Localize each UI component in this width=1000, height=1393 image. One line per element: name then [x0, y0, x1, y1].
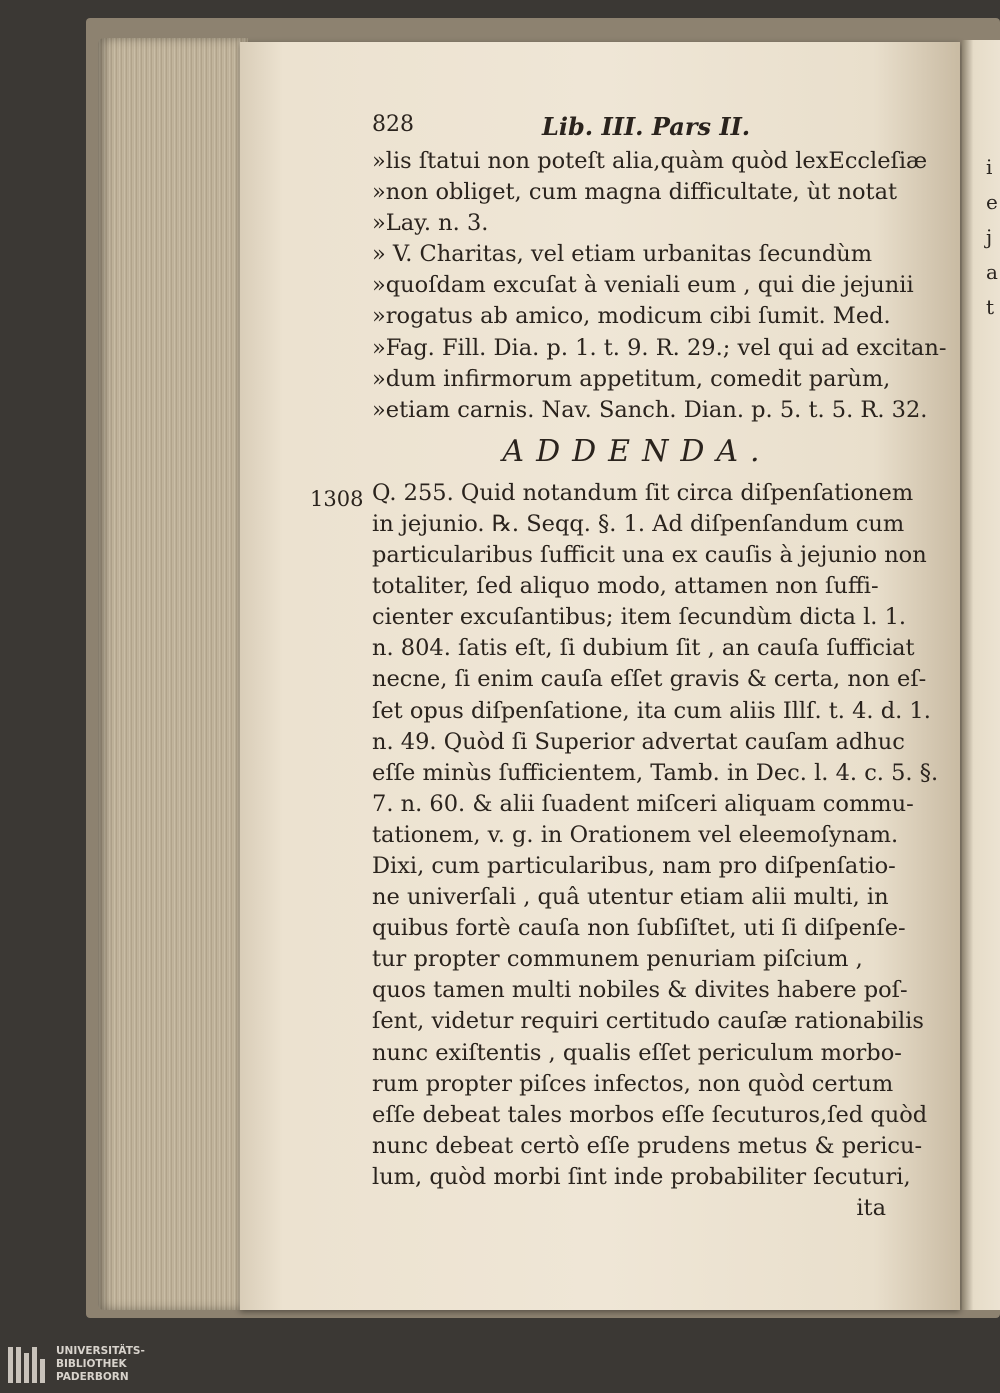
- text-line: totaliter, ſed aliquo modo, attamen non ſuffi-: [372, 573, 879, 600]
- text-line: »non obliget, cum magna difficultate, ùt notat: [372, 179, 898, 206]
- text-line: eſſe debeat tales morbos eſſe ſecuturos,ſed quòd: [372, 1101, 928, 1128]
- text-line: »Lay. n. 3.: [372, 210, 489, 237]
- facing-page-letter: i: [986, 155, 993, 179]
- library-logo-text: [56, 1345, 145, 1384]
- text-column: [372, 112, 947, 1224]
- text-line: »Fag. Fill. Dia. p. 1. t. 9. R. 29.; vel qui ad excitan-: [372, 334, 947, 361]
- text-line: n. 49. Quòd ſi Superior advertat cauſam adhuc: [372, 728, 905, 755]
- library-logo: [6, 1345, 146, 1385]
- catchword: ita: [856, 1195, 886, 1221]
- logo-text-line: BIBLIOTHEK: [56, 1358, 127, 1370]
- text-block-after: [372, 478, 939, 1193]
- text-block-before: [372, 146, 947, 426]
- text-line: ſet opus diſpenſatione, ita cum aliis Illſ. t. 4. d. 1.: [372, 697, 931, 724]
- text-line: »quoſdam excuſat à veniali eum , qui die jejunii: [372, 272, 914, 299]
- text-line: ſent, videtur requiri certitudo cauſæ rationabilis: [372, 1008, 924, 1035]
- text-line: quos tamen multi nobiles & divites habere poſ-: [372, 977, 908, 1004]
- running-head: [372, 112, 912, 146]
- facing-page-letter: t: [986, 295, 995, 319]
- section-heading: ADDENDA.: [502, 433, 772, 469]
- text-line: rum propter piſces infectos, non quòd certum: [372, 1070, 894, 1097]
- page-edges: [98, 38, 248, 1310]
- logo-text-line: UNIVERSITÄTS-: [56, 1345, 145, 1357]
- text-line: nunc exiſtentis , qualis eſſet periculum morbo-: [372, 1039, 902, 1066]
- text-line: necne, ſi enim cauſa eſſet gravis & certa, non eſ-: [372, 666, 927, 693]
- text-line: » V. Charitas, vel etiam urbanitas ſecundùm: [372, 241, 873, 268]
- text-line: Q. 255. Quid notandum ſit circa diſpenſationem: [372, 479, 914, 506]
- text-line: Dixi, cum particularibus, nam pro diſpenſatio-: [372, 852, 896, 879]
- text-line: »rogatus ab amico, modicum cibi ſumit. Med.: [372, 303, 891, 330]
- text-line: nunc debeat certò eſſe prudens metus & pericu-: [372, 1132, 923, 1159]
- facing-page-letter: j: [986, 225, 993, 249]
- facing-page-letters: [986, 150, 1000, 325]
- facing-page-letter: a: [986, 260, 998, 284]
- text-line: »lis ſtatui non poteſt alia,quàm quòd lexEccleſiæ: [372, 148, 928, 174]
- text-line: ne univerſali , quâ utentur etiam alii multi, in: [372, 884, 889, 911]
- text-line: tationem, v. g. in Orationem vel eleemoſynam.: [372, 821, 899, 848]
- text-line: cienter excuſantibus; item ſecundùm dicta l. 1.: [372, 604, 907, 631]
- text-line: quibus fortè cauſa non ſubſiſtet, uti ſi diſpenſe-: [372, 915, 906, 942]
- text-line: eſſe minùs ſufficientem, Tamb. in Dec. l. 4. c. 5. §.: [372, 759, 939, 786]
- library-logo-icon: [6, 1345, 48, 1385]
- text-line: n. 804. ſatis eſt, ſi dubium ſit , an cauſa ſufficiat: [372, 635, 915, 662]
- text-line: particularibus ſufficit una ex cauſis à jejunio non: [372, 542, 927, 569]
- running-title: Lib. III. Pars II.: [542, 112, 751, 141]
- text-line: »etiam carnis. Nav. Sanch. Dian. p. 5. t. 5. R. 32.: [372, 396, 928, 423]
- facing-page-letter: e: [986, 190, 998, 214]
- text-line: »dum infirmorum appetitum, comedit parùm,: [372, 365, 891, 392]
- text-line: in jejunio. ℞. Seqq. §. 1. Ad diſpenſandum cum: [372, 510, 905, 537]
- logo-text-line: PADERBORN: [56, 1371, 129, 1383]
- text-line: lum, quòd morbi ſint inde probabiliter ſecuturi,: [372, 1163, 911, 1190]
- text-line: 7. n. 60. & alii ſuadent miſceri aliquam commu-: [372, 790, 914, 817]
- text-line: tur propter communem penuriam piſcium ,: [372, 946, 863, 973]
- page-number: 828: [372, 112, 414, 137]
- margin-number: 1308: [310, 487, 364, 511]
